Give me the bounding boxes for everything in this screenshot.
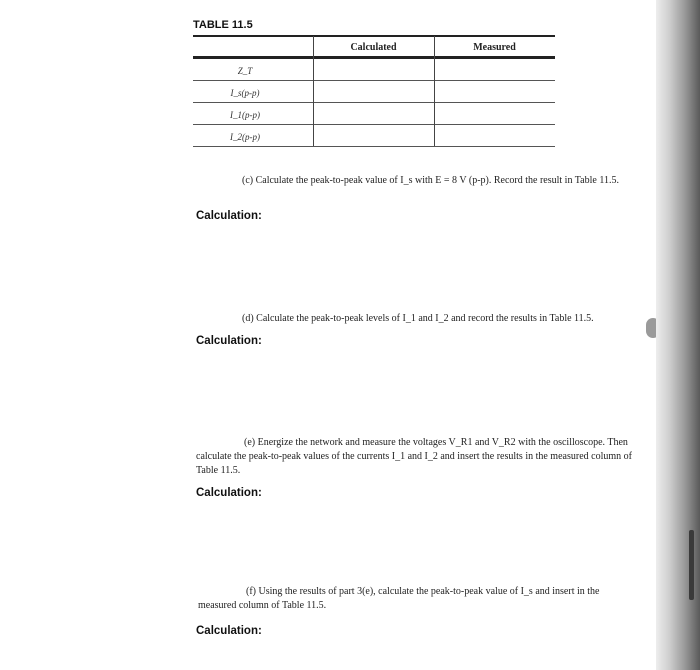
scrollbar-thumb[interactable] <box>689 530 694 600</box>
calculation-label: Calculation: <box>196 625 262 637</box>
part-f-text: (f) Using the results of part 3(e), calculate the peak-to-peak value of I_s and insert in the measured column of Table 11.5. <box>198 586 600 611</box>
calculation-label: Calculation: <box>196 335 262 347</box>
table-bottom-rule <box>193 146 555 147</box>
part-d-text: (d) Calculate the peak-to-peak levels of I_1 and I_2 and record the results in Table 11.5. <box>242 313 594 324</box>
table-row-rule <box>193 80 555 81</box>
row-label-i1: I_1(p-p) <box>230 110 260 120</box>
table-title: TABLE 11.5 <box>193 19 253 31</box>
table-top-rule <box>193 35 555 37</box>
part-c-text: (c) Calculate the peak-to-peak value of I_s with E = 8 V (p-p). Record the result in Table 11.5. <box>242 175 619 186</box>
calculation-label: Calculation: <box>196 210 262 222</box>
table-row-rule <box>193 102 555 103</box>
table-header-rule <box>193 56 555 59</box>
column-header-calculated: Calculated <box>350 42 397 53</box>
row-label-zt: Z_T <box>237 66 253 76</box>
row-label-is: I_s(p-p) <box>230 88 260 98</box>
table-row-rule <box>193 124 555 125</box>
part-e-text: (e) Energize the network and measure the voltages V_R1 and V_R2 with the oscilloscope. Then calculate the peak-to-peak values of the currents I_1 and I_2 and insert the results in the measured column of Table 11.5. <box>196 437 632 476</box>
row-label-i2: I_2(p-p) <box>230 132 260 142</box>
calculation-label: Calculation: <box>196 487 262 499</box>
column-header-measured: Measured <box>473 42 516 53</box>
